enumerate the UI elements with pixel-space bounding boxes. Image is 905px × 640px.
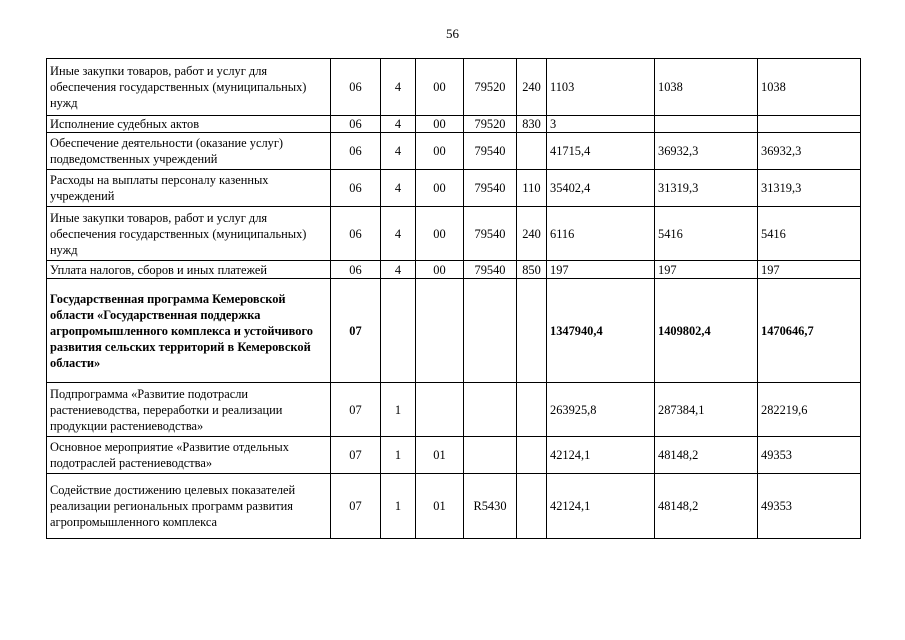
amount-year-3: 1470646,7 [758,279,861,383]
row-name: Содействие достижению целевых показателей реализации региональных программ развития агропромышленного комплекса [47,474,331,539]
section-code: 07 [331,279,381,383]
expense-type-code: 850 [517,261,547,279]
table-row [47,170,861,207]
expense-type-code [517,279,547,383]
expense-type-code: 110 [517,170,547,207]
direction-code [464,437,517,474]
amount-year-2: 48148,2 [655,474,758,539]
section-code: 07 [331,474,381,539]
amount-year-1: 41715,4 [547,133,655,170]
section-code: 06 [331,207,381,261]
subsection-code: 1 [381,383,416,437]
section-code: 06 [331,170,381,207]
direction-code: 79540 [464,261,517,279]
amount-year-2: 1409802,4 [655,279,758,383]
amount-year-1: 42124,1 [547,474,655,539]
direction-code [464,383,517,437]
amount-year-3: 282219,6 [758,383,861,437]
amount-year-1: 3 [547,116,655,133]
expense-type-code [517,474,547,539]
row-name: Подпрограмма «Развитие подотрасли растениеводства, переработки и реализации продукции растениеводства» [47,383,331,437]
direction-code: 79520 [464,59,517,116]
row-name: Расходы на выплаты персоналу казенных учреждений [47,170,331,207]
amount-year-3: 49353 [758,437,861,474]
expense-type-code: 240 [517,59,547,116]
amount-year-2: 197 [655,261,758,279]
row-name: Уплата налогов, сборов и иных платежей [47,261,331,279]
amount-year-3 [758,116,861,133]
section-code: 06 [331,133,381,170]
amount-year-1: 1103 [547,59,655,116]
program-code: 00 [416,170,464,207]
row-name: Иные закупки товаров, работ и услуг для обеспечения государственных (муниципальных) нужд [47,59,331,116]
page-number: 56 [446,26,459,41]
program-code: 00 [416,261,464,279]
table-row [47,133,861,170]
section-code: 06 [331,59,381,116]
table-row [47,261,861,279]
amount-year-2: 36932,3 [655,133,758,170]
subsection-code: 4 [381,261,416,279]
row-name: Основное мероприятие «Развитие отдельных подотраслей растениеводства» [47,437,331,474]
section-code: 07 [331,383,381,437]
program-code [416,383,464,437]
section-code: 07 [331,437,381,474]
direction-code: 79520 [464,116,517,133]
program-code: 01 [416,437,464,474]
direction-code: 79540 [464,170,517,207]
direction-code: R5430 [464,474,517,539]
amount-year-1: 1347940,4 [547,279,655,383]
amount-year-3: 36932,3 [758,133,861,170]
expense-type-code: 240 [517,207,547,261]
amount-year-3: 31319,3 [758,170,861,207]
amount-year-2: 1038 [655,59,758,116]
table-row [47,59,861,116]
direction-code [464,279,517,383]
table-row [47,383,861,437]
expense-type-code [517,437,547,474]
section-code: 06 [331,116,381,133]
subsection-code: 1 [381,437,416,474]
row-name: Обеспечение деятельности (оказание услуг) подведомственных учреждений [47,133,331,170]
amount-year-3: 5416 [758,207,861,261]
table-row [47,207,861,261]
subsection-code: 1 [381,474,416,539]
row-name: Исполнение судебных актов [47,116,331,133]
subsection-code: 4 [381,59,416,116]
budget-table [46,58,861,539]
subsection-code: 4 [381,170,416,207]
section-code: 06 [331,261,381,279]
amount-year-2: 31319,3 [655,170,758,207]
amount-year-2: 5416 [655,207,758,261]
program-code: 00 [416,133,464,170]
amount-year-1: 197 [547,261,655,279]
amount-year-3: 197 [758,261,861,279]
amount-year-3: 49353 [758,474,861,539]
row-name: Государственная программа Кемеровской области «Государственная поддержка агропромышленного комплекса и устойчивого развития сельских территорий в Кемеровской области» [47,279,331,383]
amount-year-1: 42124,1 [547,437,655,474]
subsection-code: 4 [381,116,416,133]
table-row [47,474,861,539]
amount-year-2: 287384,1 [655,383,758,437]
expense-type-code [517,133,547,170]
table-row [47,279,861,383]
direction-code: 79540 [464,207,517,261]
row-name: Иные закупки товаров, работ и услуг для обеспечения государственных (муниципальных) нужд [47,207,331,261]
amount-year-1: 35402,4 [547,170,655,207]
program-code: 00 [416,207,464,261]
program-code: 00 [416,116,464,133]
subsection-code: 4 [381,133,416,170]
table-row [47,437,861,474]
expense-type-code: 830 [517,116,547,133]
program-code: 00 [416,59,464,116]
amount-year-2 [655,116,758,133]
amount-year-1: 263925,8 [547,383,655,437]
subsection-code: 4 [381,207,416,261]
subsection-code [381,279,416,383]
amount-year-2: 48148,2 [655,437,758,474]
amount-year-3: 1038 [758,59,861,116]
amount-year-1: 6116 [547,207,655,261]
table-row [47,116,861,133]
program-code [416,279,464,383]
expense-type-code [517,383,547,437]
direction-code: 79540 [464,133,517,170]
program-code: 01 [416,474,464,539]
